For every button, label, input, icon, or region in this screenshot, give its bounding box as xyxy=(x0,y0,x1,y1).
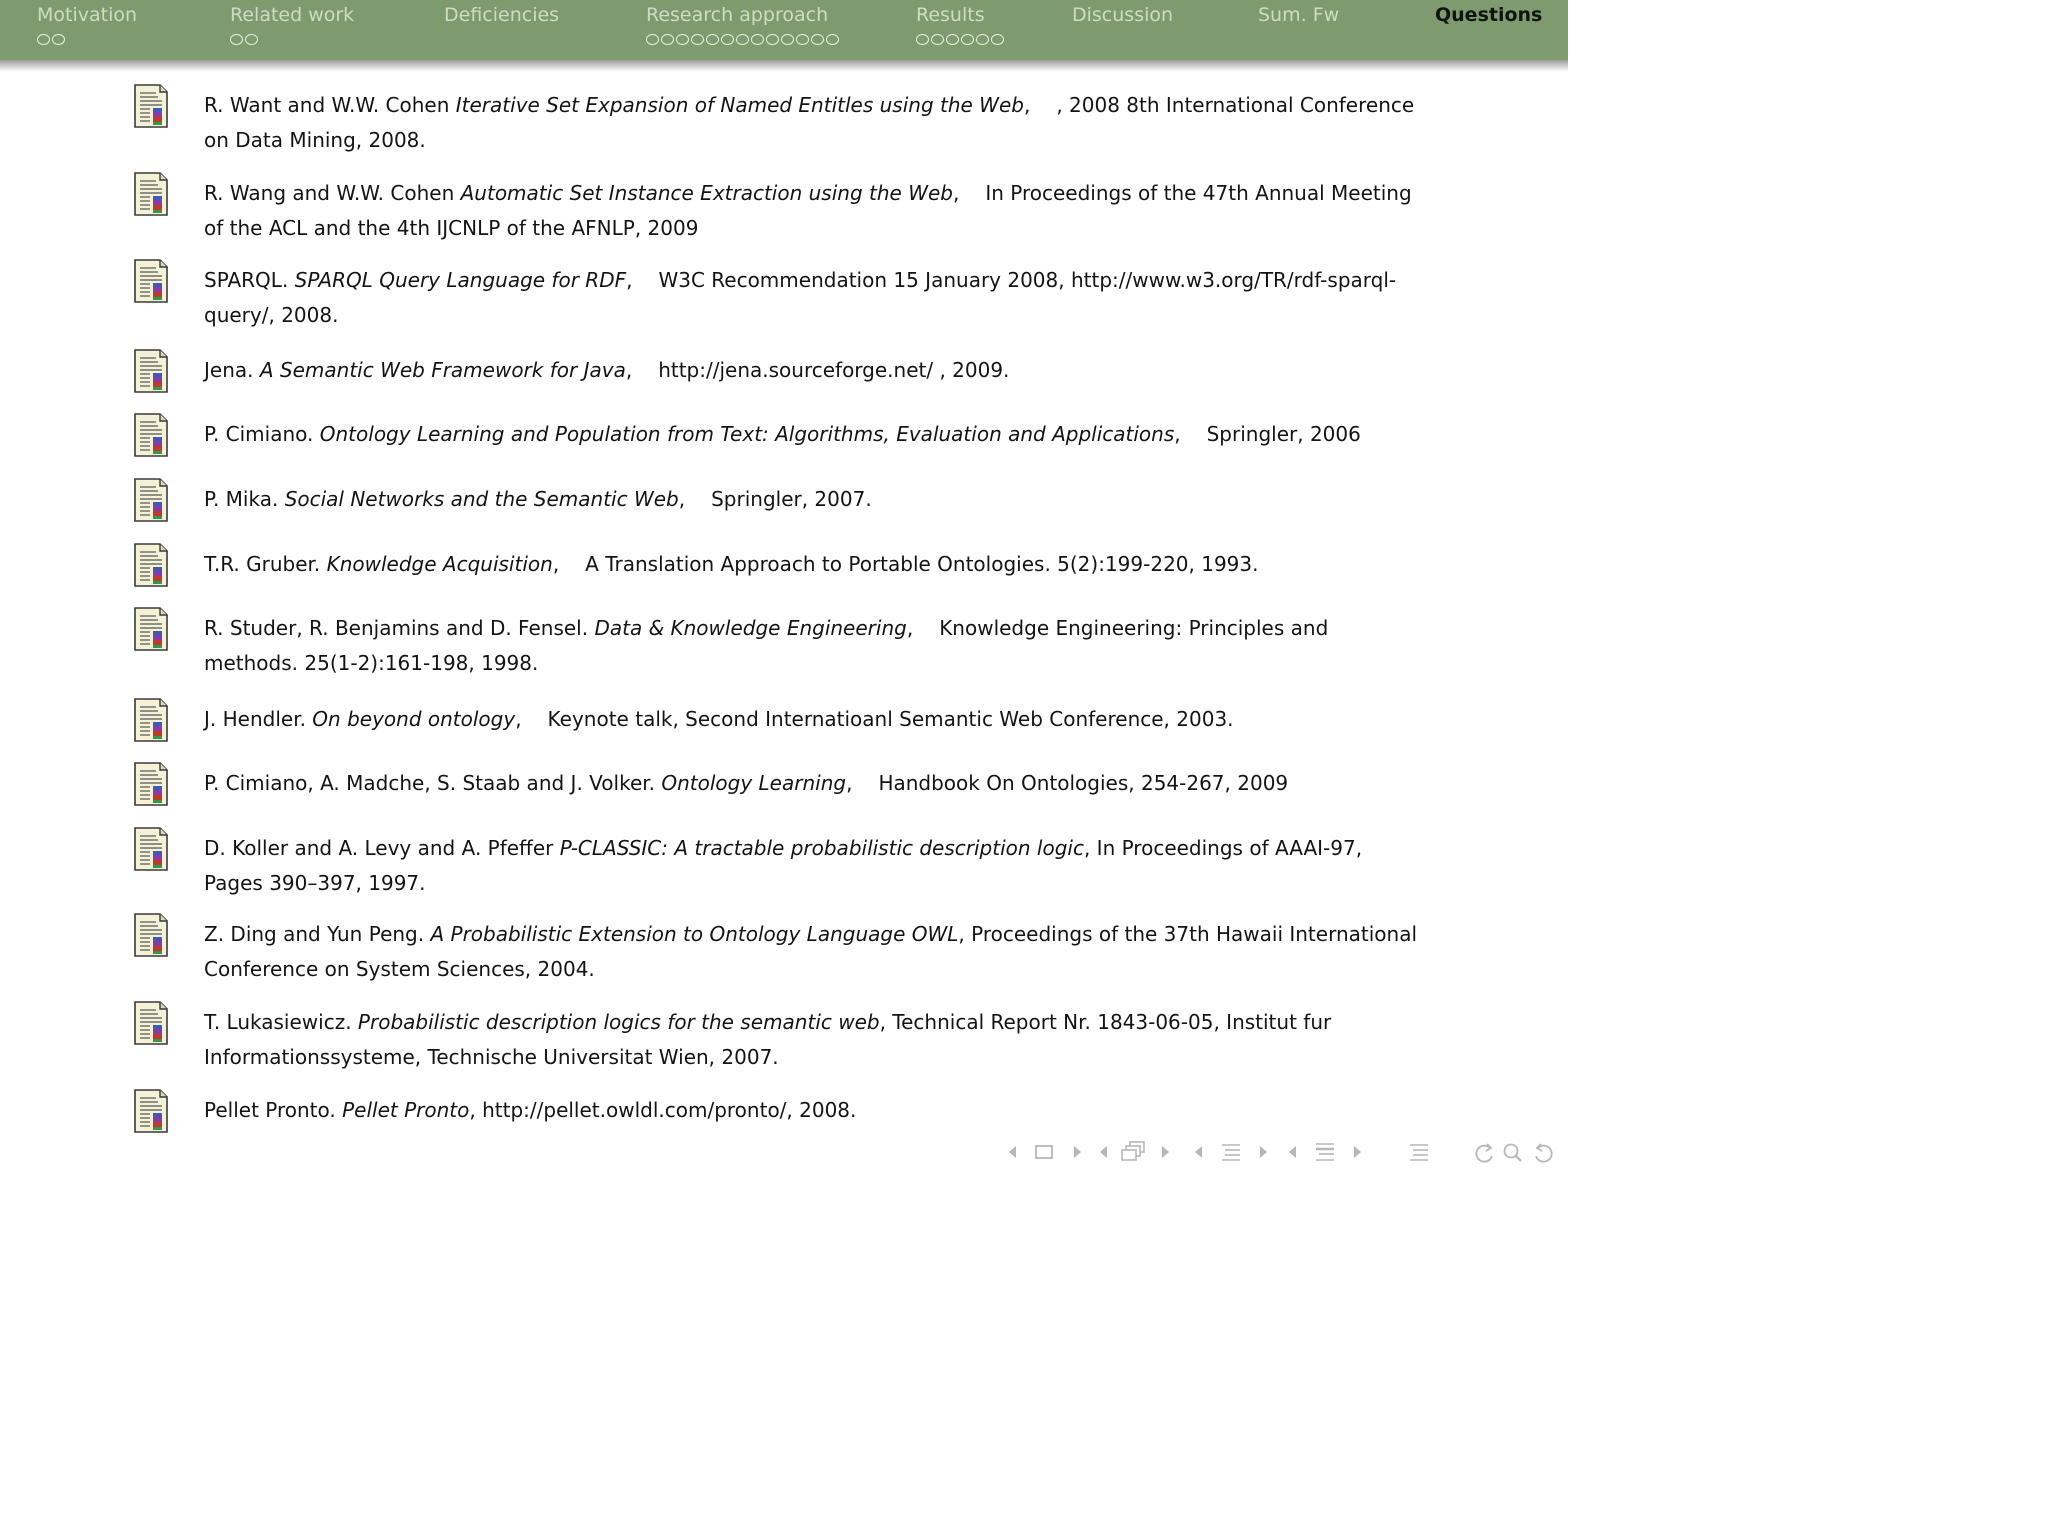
frame-dot[interactable] xyxy=(661,34,674,45)
nav-section-label: Research approach xyxy=(646,4,829,26)
article-icon xyxy=(134,698,168,742)
reference-text xyxy=(204,611,1426,680)
frame-dot[interactable] xyxy=(946,34,959,45)
reference-text xyxy=(204,917,1426,986)
reference-title: Social Networks and the Semantic Web xyxy=(284,487,679,511)
reference-text xyxy=(204,88,1426,157)
nav-section-label: Questions xyxy=(1435,4,1543,26)
nav-section-results[interactable] xyxy=(916,4,1004,48)
article-icon xyxy=(134,913,168,957)
reference-title: Pellet Pronto xyxy=(342,1098,470,1122)
reference-text xyxy=(204,766,1426,801)
nav-section-label: Results xyxy=(916,4,985,26)
reference-details: , http://pellet.owldl.com/pronto/, 2008. xyxy=(469,1098,857,1122)
reference-text xyxy=(204,482,1426,517)
reference-title: Ontology Learning xyxy=(661,771,847,795)
frame-dot[interactable] xyxy=(721,34,734,45)
reference-authors: Z. Ding and Yun Peng. xyxy=(204,922,431,946)
reference-authors: SPARQL. xyxy=(204,268,295,292)
reference-separator: , xyxy=(552,552,560,576)
article-icon xyxy=(134,172,168,216)
reference-title: Ontology Learning and Population from Text: Algorithms, Evaluation and Applications xyxy=(319,422,1175,446)
reference-details: , Technical Report Nr. 1843-06-05, Institut fur Informationssysteme, Technische Universitat Wien, 2007. xyxy=(204,1010,1332,1069)
article-icon xyxy=(134,543,168,587)
nav-frame-dots xyxy=(646,34,839,48)
reference-details: , 2008 8th International Conference on Data Mining, 2008. xyxy=(204,93,1415,152)
frame-dot[interactable] xyxy=(706,34,719,45)
reference-text xyxy=(204,702,1426,737)
frame-dot[interactable] xyxy=(961,34,974,45)
frame-dot[interactable] xyxy=(245,34,258,45)
frame-dot[interactable] xyxy=(811,34,824,45)
nav-section-label: Related work xyxy=(230,4,355,26)
nav-section-label: Discussion xyxy=(1072,4,1174,26)
nav-section-related-work[interactable] xyxy=(230,4,354,48)
frame-dot[interactable] xyxy=(52,34,65,45)
nav-section-label: Motivation xyxy=(37,4,138,26)
frame-dot[interactable] xyxy=(230,34,243,45)
article-icon xyxy=(134,1001,168,1045)
navbar-shadow xyxy=(0,60,1568,72)
reference-title: A Probabilistic Extension to Ontology Language OWL xyxy=(430,922,959,946)
reference-separator: , xyxy=(515,707,522,731)
reference-details: Springler, 2007. xyxy=(711,487,872,511)
nav-section-questions[interactable] xyxy=(1435,4,1542,48)
frame-dot[interactable] xyxy=(991,34,1004,45)
nav-frame-dots xyxy=(230,34,354,48)
frame-dot[interactable] xyxy=(751,34,764,45)
subsubsection-nav-icon[interactable] xyxy=(1284,1138,1368,1166)
frame-dot[interactable] xyxy=(691,34,704,45)
article-icon xyxy=(134,1089,168,1133)
reference-title: A Semantic Web Framework for Java xyxy=(259,358,626,382)
nav-frame-dots xyxy=(444,34,559,48)
nav-section-research-approach[interactable] xyxy=(646,4,839,48)
nav-section-discussion[interactable] xyxy=(1072,4,1173,48)
nav-section-deficiencies[interactable] xyxy=(444,4,559,48)
reference-title: Iterative Set Expansion of Named Entitles using the Web xyxy=(455,93,1024,117)
reference-text xyxy=(204,417,1426,452)
reference-details: , Proceedings of the 37th Hawaii International Conference on System Sciences, 2004. xyxy=(204,922,1418,981)
reference-authors: T. Lukasiewicz. xyxy=(204,1010,358,1034)
article-icon xyxy=(134,478,168,522)
article-icon xyxy=(134,762,168,806)
frame-dot[interactable] xyxy=(646,34,659,45)
article-icon xyxy=(134,349,168,393)
reference-text xyxy=(204,1093,1426,1128)
frame-dot[interactable] xyxy=(676,34,689,45)
frame-dot[interactable] xyxy=(796,34,809,45)
reference-separator: , xyxy=(906,616,914,640)
reference-details: Keynote talk, Second Internatioanl Semantic Web Conference, 2003. xyxy=(547,707,1234,731)
reference-authors: P. Cimiano, A. Madche, S. Staab and J. Volker. xyxy=(204,771,662,795)
reference-authors: D. Koller and A. Levy and A. Pfeffer xyxy=(204,836,560,860)
nav-frame-dots xyxy=(1072,34,1173,48)
section-navigation-bar xyxy=(0,0,1568,60)
search-icon[interactable] xyxy=(1470,1138,1560,1166)
reference-authors: R. Want and W.W. Cohen xyxy=(204,93,456,117)
subsection-nav-icon[interactable] xyxy=(1096,1138,1176,1166)
reference-details: Knowledge Engineering: Principles and methods. 25(1-2):161-198, 1998. xyxy=(204,616,1329,675)
article-icon xyxy=(134,413,168,457)
nav-section-sum-fw[interactable] xyxy=(1258,4,1339,48)
nav-frame-dots xyxy=(916,34,1004,48)
reference-title: Knowledge Acquisition xyxy=(326,552,553,576)
reference-authors: P. Cimiano. xyxy=(204,422,320,446)
reference-authors: Jena. xyxy=(204,358,260,382)
reference-text xyxy=(204,353,1426,388)
reference-details: Handbook On Ontologies, 254-267, 2009 xyxy=(878,771,1289,795)
reference-authors: R. Wang and W.W. Cohen xyxy=(204,181,461,205)
frame-dot[interactable] xyxy=(976,34,989,45)
reference-authors: T.R. Gruber. xyxy=(204,552,327,576)
section-nav-icon[interactable] xyxy=(1190,1138,1274,1166)
nav-section-motivation[interactable] xyxy=(37,4,137,48)
reference-details: In Proceedings of the 47th Annual Meeting of the ACL and the 4th IJCNLP of the AFNLP, 2009 xyxy=(204,181,1412,240)
reference-title: SPARQL Query Language for RDF xyxy=(294,268,627,292)
reference-title: Data & Knowledge Engineering xyxy=(594,616,907,640)
frame-dot[interactable] xyxy=(826,34,839,45)
article-icon xyxy=(134,607,168,651)
reference-text xyxy=(204,263,1426,332)
reference-authors: R. Studer, R. Benjamins and D. Fensel. xyxy=(204,616,595,640)
reference-separator: , xyxy=(846,771,853,795)
reference-text xyxy=(204,176,1426,245)
reference-text xyxy=(204,547,1426,582)
article-icon xyxy=(134,259,168,303)
frame-nav-icon[interactable] xyxy=(1004,1138,1088,1166)
article-icon xyxy=(134,84,168,128)
reference-title: Automatic Set Instance Extraction using the Web xyxy=(460,181,953,205)
frame-dot[interactable] xyxy=(766,34,779,45)
reference-title: Probabilistic description logics for the semantic web xyxy=(357,1010,880,1034)
nav-frame-dots xyxy=(37,34,137,48)
reference-details: , In Proceedings of AAAI-97, Pages 390–397, 1997. xyxy=(204,836,1363,895)
frame-dot[interactable] xyxy=(916,34,929,45)
frame-dot[interactable] xyxy=(736,34,749,45)
reference-text xyxy=(204,1005,1426,1074)
nav-frame-dots xyxy=(1258,34,1339,48)
nav-frame-dots xyxy=(1435,34,1542,48)
article-icon xyxy=(134,827,168,871)
reference-separator: , xyxy=(625,358,633,382)
reference-details: A Translation Approach to Portable Ontologies. 5(2):199-220, 1993. xyxy=(585,552,1259,576)
nav-section-label: Sum. Fw xyxy=(1258,4,1340,26)
reference-details: Springler, 2006 xyxy=(1206,422,1361,446)
reference-separator: , xyxy=(1023,93,1031,117)
reference-title: On beyond ontology xyxy=(312,707,516,731)
reference-text xyxy=(204,831,1426,900)
reference-separator: , xyxy=(952,181,960,205)
frame-dot[interactable] xyxy=(37,34,50,45)
reference-separator: , xyxy=(678,487,686,511)
nav-section-label: Deficiencies xyxy=(444,4,560,26)
reference-authors: Pellet Pronto. xyxy=(204,1098,343,1122)
reference-title: P-CLASSIC: A tractable probabilistic description logic xyxy=(559,836,1084,860)
frame-dot[interactable] xyxy=(781,34,794,45)
reference-authors: P. Mika. xyxy=(204,487,285,511)
reference-details: W3C Recommendation 15 January 2008, http://www.w3.org/TR/rdf-sparql-query/, 2008. xyxy=(204,268,1397,327)
reference-separator: , xyxy=(626,268,633,292)
reference-authors: J. Hendler. xyxy=(204,707,313,731)
frame-dot[interactable] xyxy=(931,34,944,45)
toc-icon[interactable] xyxy=(1404,1138,1434,1166)
reference-separator: , xyxy=(1174,422,1181,446)
reference-details: http://jena.sourceforge.net/ , 2009. xyxy=(658,358,1010,382)
